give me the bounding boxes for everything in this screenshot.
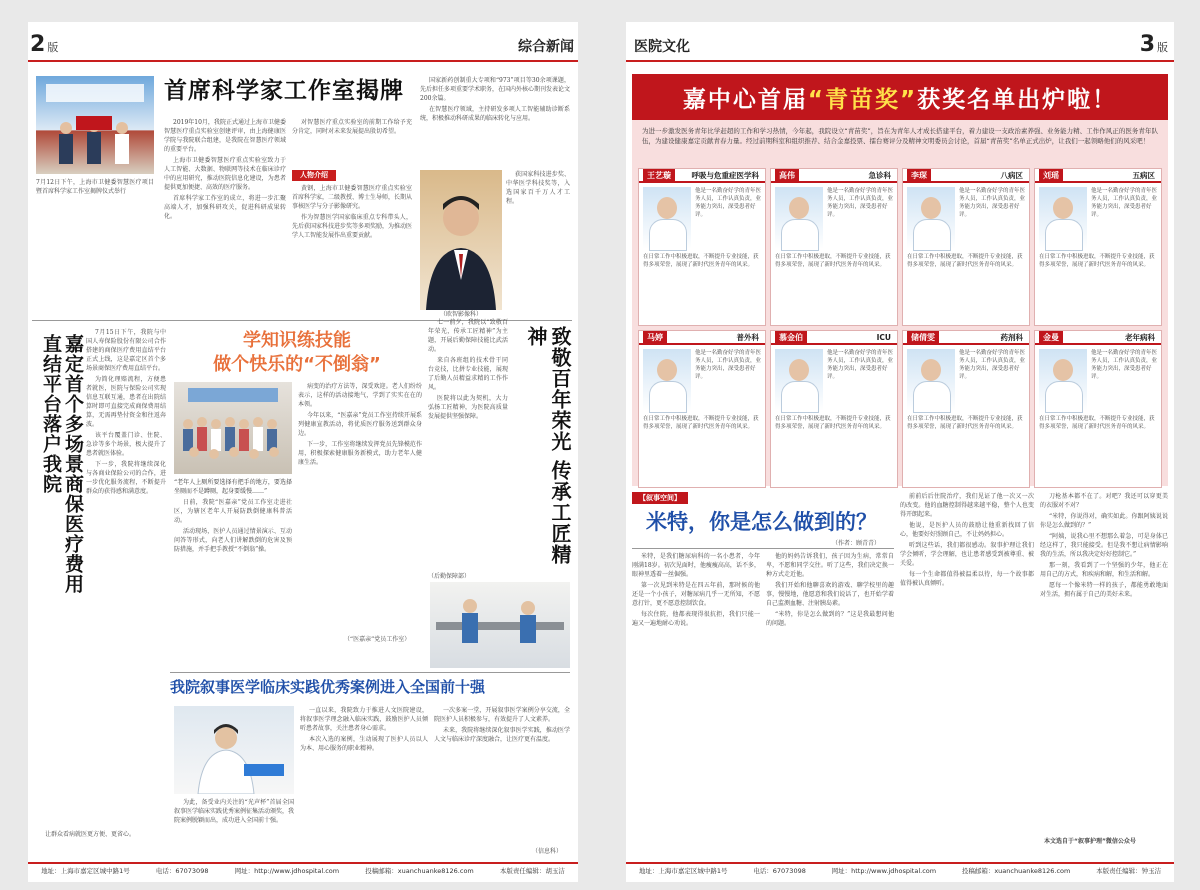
- winner-photo: [1039, 349, 1087, 411]
- winner-bio: 他是一名勤奋好学的青年医务人员，工作认真负责，业务能力突出，深受患者好评。: [959, 350, 1025, 380]
- winner-photo: [775, 187, 823, 249]
- winner-bio: 他是一名勤奋好学的青年医务人员，工作认真负责，业务能力突出，深受患者好评。: [827, 188, 893, 218]
- scientist-portrait-art: [420, 170, 502, 310]
- winner-bio-more: 在日常工作中积极进取，不断提升专业技能，获得多项荣誉，展现了新时代医务青年的风采。: [1039, 254, 1155, 268]
- winner-department: 药剂科: [1000, 333, 1023, 342]
- left-footer-editor: 本版责任编辑：胡玉洁: [499, 866, 565, 875]
- left-footer-web: 网址：http://www.jdhospital.com: [234, 866, 340, 875]
- winner-photo: [1039, 187, 1087, 249]
- ceremony-photo: [36, 76, 154, 174]
- winner-name: 储倩雯: [907, 331, 939, 345]
- elderly-group-photo-art: [174, 382, 292, 474]
- repair-photo-art: [430, 582, 570, 668]
- award-speaker-photo: [174, 706, 294, 794]
- narrative-col2: 一直以来，我院致力于推进人文医院建设，将叙事医学理念融入临床实践，鼓励医护人员倾听患者故事，关注患者身心需求。 本次入选的案例，生动展现了医护人员以人为本、用心服务的职业精神。: [300, 707, 428, 752]
- winner-name: 李琛: [907, 169, 931, 183]
- vertical-headline-insurance: 嘉定首个多场景商保医疗费用直结平台落户我院: [40, 334, 84, 594]
- right-footer-address: 地址：上海市嘉定区城中路1号: [638, 866, 728, 875]
- winner-bio-more: 在日常工作中积极进取，不断提升专业技能，获得多项荣誉，展现了新时代医务青年的风采。: [775, 416, 891, 430]
- main-article-col4: 获国家科技进步奖、中华医学科技奖等，入选国家百千万人才工程。: [506, 171, 570, 205]
- winner-bio-more: 在日常工作中积极进取，不断提升专业技能，获得多项荣誉，展现了新时代医务青年的风采。: [907, 254, 1023, 268]
- story-col1: 米特，是我们糖尿病科的一名小患者，今年刚满18岁。初次见面时，他瘦瘦高高，话不多，眼神里透着一丝倔强。 第一次见到米特是在四五年前，那时候的他还是一个小孩子，对糖尿病几乎一无所知，不愿意打针，更不愿意控制饮食。 每次住院，他都表现得很抗拒，我们只能一遍又一遍地耐心劝说。: [632, 553, 760, 627]
- winner-department: 普外科: [736, 333, 759, 342]
- right-footer: [626, 862, 1174, 876]
- insurance-tail: 让群众看病就医更方便、更省心。: [45, 831, 136, 838]
- winner-photo: [643, 349, 691, 411]
- award-intro: 为进一步激发医务青年比学赶超的工作和学习热情，今年起，我院设立“青苗奖”，旨在为青年人才成长搭建平台，着力建设一支政治素养强、业务能力精、工作作风正的医务青年队伍，为建设健康嘉定贡献青春力量。经过前期科室和组织推荐、结合金嘉投票、擂台赛评分及精神文明委员会讨论，首届“青苗奖”名单正式出炉，让我们一起领略他们的风采吧！: [642, 127, 1158, 145]
- award-panel: [632, 120, 1168, 486]
- award-winner-card: [902, 168, 1030, 326]
- qingmiao-award-banner: [632, 74, 1168, 120]
- feature-signoff: （“医嘉亲”党员工作室）: [344, 636, 411, 643]
- narrative-col1: 为此，备受业内关注的“光声杯”首届全国叙事医学临床实践优秀案例征集活动颁奖，我院案例脱颖而出，成功进入全国前十强。: [174, 799, 294, 824]
- elderly-group-photo: [174, 382, 292, 474]
- feature-headline-line2: 做个快乐的“不倒翁”: [213, 354, 381, 375]
- right-section-name: 医院文化: [634, 39, 690, 55]
- winner-department: 五病区: [1132, 171, 1155, 180]
- feature-col1: “老年人上厕所要选择有把手的地方，要选择坐厕而不是蹲厕，起身要缓慢……” 日前，我院“医嘉亲”党员工作室走进社区，为辖区老年人开展防跌倒健康科普活动。 活动现场，医护人员通过情景演示、互动问答等形式，向老人们讲解跌倒的危害及预防措施，并手把手教授“不倒翁”操。: [174, 479, 292, 553]
- portrait-caption: （欧智影像科）: [440, 311, 483, 318]
- right-header: [626, 32, 1174, 62]
- main-article-col2a: 对智慧医疗重点实验室的前期工作给予充分肯定，同时对未来发展提出殷切希望。: [292, 119, 412, 135]
- story-author: （作者：顾青青）: [832, 540, 881, 547]
- winner-department: 老年病科: [1125, 333, 1155, 342]
- main-headline: 首席科学家工作室揭牌: [164, 77, 404, 104]
- story-signoff: 本文选自于“叙事护理”微信公众号: [1044, 838, 1136, 845]
- left-col1-text: 7月12日下午，上海市卫健委智慧医疗项目暨首席科学家工作室揭牌仪式举行: [36, 179, 154, 195]
- right-page-number: 3 版: [1139, 32, 1168, 57]
- winner-bio-more: 在日常工作中积极进取，不断提升专业技能，获得多项荣誉，展现了新时代医务青年的风采。: [1039, 416, 1155, 430]
- left-page: [28, 22, 578, 882]
- winner-bio: 他是一名勤奋好学的青年医务人员，工作认真负责，业务能力突出，深受患者好评。: [959, 188, 1025, 218]
- main-article-col3: 国家新药创制重大专项和“973”项目等30余项课题，先后担任多项重要学术职务，在国内外核心期刊发表论文200余篇。 在智慧医疗领域，主持研发多项人工智能辅助诊断系统，积极推动科研成果的临床转化与应用。: [420, 77, 570, 122]
- story-col3: 前前后后住院治疗，我们见证了他一次又一次的改变。他的血糖控制得越来越平稳，整个人也变得开朗起来。 他说，是医护人员的鼓励让他重新找回了信心，他要好好照顾自己，不让妈妈担心。 听到这些话，我们都很感动。叙事护理让我们学会倾听，学会理解，也让患者感受到被尊重、被关爱。 每一个生命都值得被温柔以待，每一个故事都值得被认真倾听。: [900, 493, 1034, 587]
- award-winner-card: [770, 330, 898, 488]
- winner-bio: 他是一名勤奋好学的青年医务人员，工作认真负责，业务能力突出，深受患者好评。: [695, 188, 761, 218]
- feature-headline-line1: 学知识练技能: [243, 330, 351, 351]
- insurance-article: 7月15日下午，我院与中国人寿保险股份有限公司合作搭建的商保医疗费用直结平台正式上线，这是嘉定区首个多场景商保医疗费用直结平台。 为简化理赔流程，方便患者就医，医院与保险公司实现信息互联互通，患者在出院结算时即可直接完成商保费用结算，无需再垫付资金和往返奔波。 该平台覆盖门诊、住院、急诊等多个场景，极大提升了患者就医体验。 下一步，我院将继续深化与各商业保险公司的合作，进一步优化服务流程，不断提升群众的获得感和满意度。: [86, 329, 166, 495]
- award-winner-card: [638, 330, 766, 488]
- left-footer-address: 地址：上海市嘉定区城中路1号: [41, 866, 130, 875]
- left-section-name: 综合新闻: [518, 39, 574, 55]
- winner-photo: [643, 187, 691, 249]
- story-col2: 他的妈妈告诉我们，孩子因为生病，常常自卑，不愿和同学交往。听了这些，我们决定换一种方式走近他。 我们开始和他聊喜欢的游戏、聊学校里的趣事，慢慢地，他愿意和我们说话了，也开始学着自己监测血糖、注射胰岛素。 “米特，你是怎么做到的？”这是我最想问他的问题。: [766, 553, 894, 627]
- award-winner-card: [1034, 168, 1162, 326]
- winner-bio: 他是一名勤奋好学的青年医务人员，工作认真负责，业务能力突出，深受患者好评。: [695, 350, 761, 380]
- divider-2: [170, 672, 570, 673]
- winner-department: 呼吸与危重症医学科: [691, 171, 759, 180]
- winner-name: 金曼: [1039, 331, 1063, 345]
- feature-col2: 病变的治疗方法等，深受欢迎。老人们纷纷表示，这样的活动接地气，学到了实实在在的本领。 今年以来，“医嘉亲”党员工作室持续开展系列健康宣教活动，将优质医疗服务送到群众身边。 下一步，工作室将继续发挥党员先锋模范作用，积极探索健康服务新模式，助力老年人健康生活。: [298, 383, 422, 466]
- feature-headline-box: [170, 322, 424, 382]
- winner-name: 刘瑶: [1039, 169, 1063, 183]
- narrative-signoff: （信息科）: [532, 848, 563, 855]
- winner-bio: 他是一名勤奋好学的青年医务人员，工作认真负责，业务能力突出，深受患者好评。: [1091, 350, 1157, 380]
- winner-bio-more: 在日常工作中积极进取，不断提升专业技能，获得多项荣誉，展现了新时代医务青年的风采。: [907, 416, 1023, 430]
- left-footer-email: 投稿邮箱：xuanchuanke8126.com: [365, 866, 474, 875]
- right-footer-email: 投稿邮箱：xuanchuanke8126.com: [961, 866, 1071, 875]
- repair-photo: [430, 582, 570, 668]
- winner-photo: [907, 187, 955, 249]
- profile-label: 人物介绍: [292, 170, 336, 181]
- story-headline: 米特，你是怎么做到的？: [646, 510, 877, 534]
- winner-photo: [775, 349, 823, 411]
- narrative-col3: 一次多案一堂，开展叙事医学案例分享交流，全院医护人员积极参与，有效提升了人文素养。 未来，我院将继续深化叙事医学实践，推动医学人文与临床诊疗深度融合，让医疗更有温度。: [434, 707, 570, 743]
- winner-department: 八病区: [1000, 171, 1023, 180]
- right-footer-editor: 本版责任编辑：钟玉洁: [1096, 866, 1162, 875]
- award-winner-card: [902, 330, 1030, 488]
- left-footer-phone: 电话：67073098: [155, 866, 209, 875]
- winner-bio-more: 在日常工作中积极进取，不断提升专业技能，获得多项荣誉，展现了新时代医务青年的风采。: [643, 254, 759, 268]
- right-page: [626, 22, 1174, 882]
- narrative-medicine-headline: 我院叙事医学临床实践优秀案例进入全国前十强: [170, 678, 486, 696]
- winner-bio-more: 在日常工作中积极进取，不断提升专业技能，获得多项荣誉，展现了新时代医务青年的风采。: [775, 254, 891, 268]
- award-winner-card: [638, 168, 766, 326]
- winner-bio-more: 在日常工作中积极进取，不断提升专业技能，获得多项荣誉，展现了新时代医务青年的风采。: [643, 416, 759, 430]
- winner-bio: 他是一名勤奋好学的青年医务人员，工作认真负责，业务能力突出，深受患者好评。: [1091, 188, 1157, 218]
- award-speaker-photo-art: [174, 706, 294, 794]
- winner-name: 马婷: [643, 331, 667, 345]
- scientist-portrait: [420, 170, 502, 310]
- left-footer: [28, 862, 578, 876]
- story-divider: [632, 548, 894, 549]
- winner-name: 慕金伯: [775, 331, 807, 345]
- left-page-number: 2 版: [30, 32, 59, 57]
- main-article-col2b: 黄钢，上海市卫健委智慧医疗重点实验室首席科学家，二级教授、博士生导师，长期从事核医学与分子影像研究。 作为智慧医学国家临床重点专科带头人，先后获国家科技进步奖等多项奖励，为推动医学人工智能发展作出重要贡献。: [292, 185, 412, 239]
- story-kicker: 【叙事空间】: [632, 492, 688, 504]
- winner-department: 急诊科: [868, 171, 891, 180]
- right-footer-web: 网址：http://www.jdhospital.com: [831, 866, 937, 875]
- story-col4: 刀枪基本都不在了。对吧？我还可以穿更美的衣服对不对？ “米特，你说得对，确实如此。你跟阿姨说说你是怎么做到的？” “阿姨，说我心里不想那么着急，可是身体已经这样了，我只能接受。但是我不想让病情影响我的生活，所以我决定好好控制它。” 那一刻，我看到了一个坚强的少年，他正在用自己的方式，和疾病和解，和生活和解。 愿每一个像米特一样的孩子，都能勇敢地面对生活，拥有属于自己的美好未来。: [1040, 493, 1168, 598]
- repair-caption: （后勤保障部）: [428, 573, 471, 580]
- award-winner-card: [1034, 330, 1162, 488]
- left-header: [28, 32, 578, 62]
- winner-bio: 他是一名勤奋好学的青年医务人员，工作认真负责，业务能力突出，深受患者好评。: [827, 350, 893, 380]
- award-winner-card: [770, 168, 898, 326]
- winner-name: 高伟: [775, 169, 799, 183]
- right-footer-phone: 电话：67073098: [753, 866, 806, 875]
- ceremony-photo-art: [36, 76, 154, 174]
- winner-photo: [907, 349, 955, 411]
- banner-title: 嘉中心首届“青苗奖”获奖名单出炉啦！: [682, 86, 1118, 113]
- vertical-headline-craftsman: 致敬百年荣光 传承工匠精神: [524, 326, 572, 565]
- craftsman-article: 七一前夕，我院以“致敬百年荣光，传承工匠精神”为主题，开展后勤保障技能比武活动。 来自各班组的技术骨干同台竞技，比拼专业技能，展现了后勤人员精益求精的工作作风。 医院将以此为契机，大力弘扬工匠精神，为医院高质量发展提供坚强保障。: [428, 319, 508, 420]
- winner-department: ICU: [876, 333, 891, 342]
- winner-name: 王艺璇: [643, 169, 675, 183]
- main-article-col1: 2019年10月，我院正式通过上海市卫健委智慧医疗重点实验室创建评审，由上海健康医学院与我院联合组建，是我院在智慧医疗领域的重要平台。 上海市卫健委智慧医疗重点实验室致力于人工智能、大数据、物联网等技术在临床诊疗中的应用研究，推动医院信息化建设，为患者提供更加便捷、高效的医疗服务。 首席科学家工作室的成立，将进一步汇聚高端人才，加强科研攻关，促进科研成果转化。: [164, 119, 286, 220]
